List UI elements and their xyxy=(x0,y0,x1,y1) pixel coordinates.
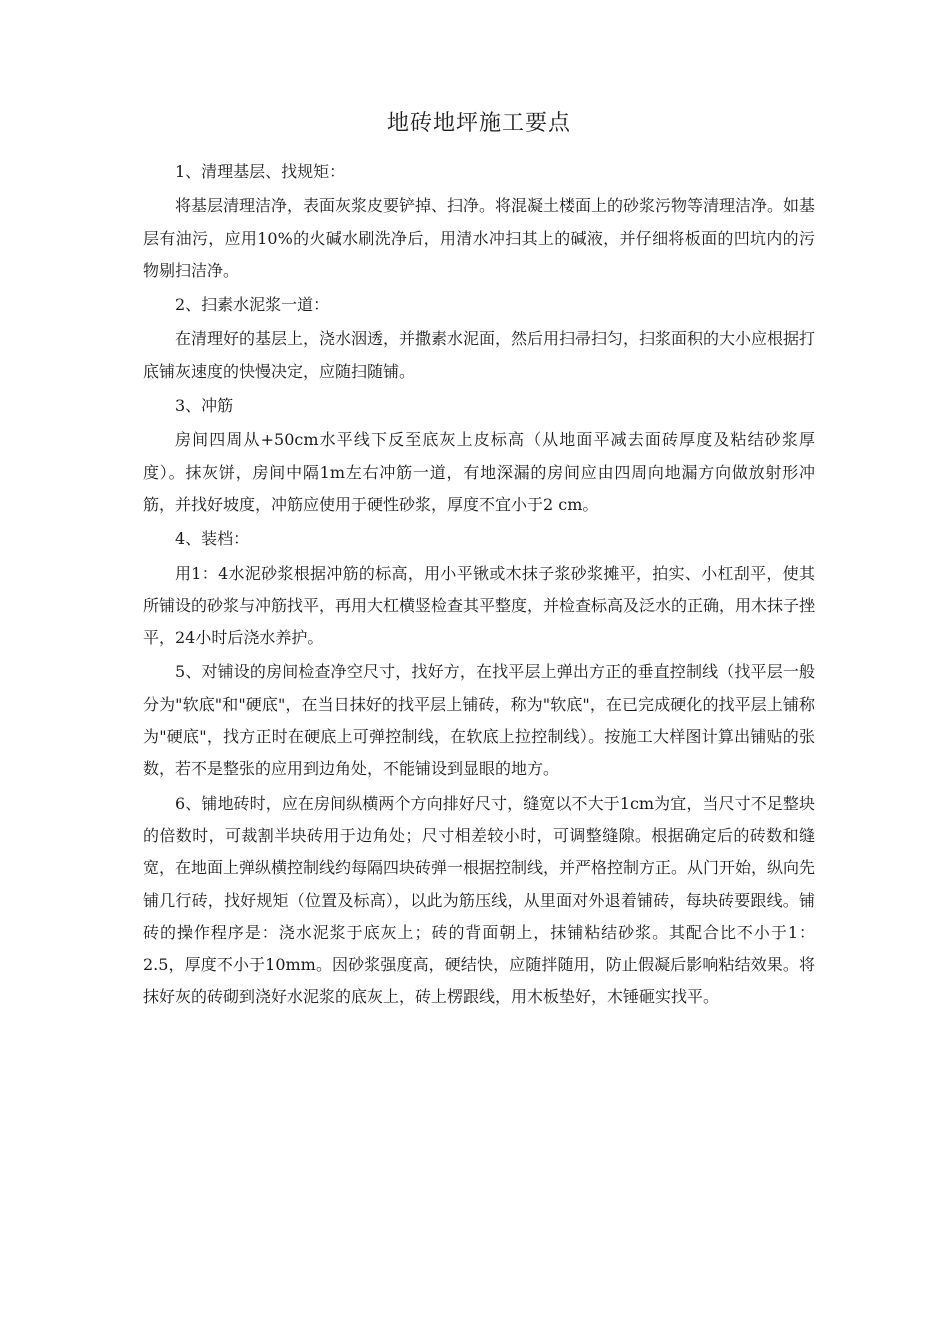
section-4-body: 用1：4水泥砂浆根据冲筋的标高，用小平锹或木抹子浆砂浆摊平，拍实、小杠刮平，使其所铺设的砂浆与冲筋找平，再用大杠横竖检查其平整度，并检查标高及泛水的正确，用木抹子挫平，24小时后浇水养护。 xyxy=(143,563,816,648)
section-1-heading: 1、清理基层、找规矩： xyxy=(175,162,346,181)
section-3-body: 房间四周从+50cm水平线下反至底灰上皮标高（从地面平减去面砖厚度及粘结砂浆厚度）。抹灰饼，房间中隔1m左右冲筋一道，有地深漏的房间应由四周向地漏方向做放射形冲筋，并找好坡度，冲筋应使用于硬性砂浆，厚度不宜小于2 cm。 xyxy=(143,430,815,514)
section-1-body: 将基层清理洁净，表面灰浆皮要铲掉、扫净。将混凝土楼面上的砂浆污物等清理洁净。如基层有油污，应用10%的火碱水刷洗净后，用清水冲扫其上的碱液，并仔细将板面的凹坑内的污物剔扫洁净。 xyxy=(143,196,816,280)
document-page xyxy=(143,108,815,1014)
section-2-heading: 2、扫素水泥浆一道： xyxy=(175,295,330,315)
section-5-body: 5、对铺设的房间检查净空尺寸，找好方，在找平层上弹出方正的垂直控制线（找平层一般分为"软底"和"硬底"，在当日抹好的找平层上铺砖，称为"软底"，在已完成硬化的找平层上铺称为"硬底"，找方正时在硬底上可弹控制线，在软底上拉控制线）。按施工大样图计算出铺贴的张数，若不是整张的应用到边角处，不能铺设到显眼的地方。 xyxy=(143,662,815,779)
section-3-heading: 3、冲筋 xyxy=(175,396,234,416)
section-6-body: 6、铺地砖时，应在房间纵横两个方向排好尺寸，缝宽以不大于1cm为宜，当尺寸不足整块的倍数时，可裁割半块砖用于边角处；尺寸相差较小时，可调整缝隙。根据确定后的砖数和缝宽，在地面上弹纵横控制线约每隔四块砖弹一根据控制线，并严格控制方正。从门开始，纵向先铺几行砖，找好规矩（位置及标高），以此为筋压线，从里面对外退着铺砖，每块砖要跟线。铺砖的操作程序是：浇水泥浆于底灰上；砖的背面朝上，抹铺粘结砂浆。其配合比不小于1： 2.5，厚度不小于10mm。因砂浆强度高，硬结快，应随拌随用，防止假凝后影响粘结效果。将抹好灰的砖砌到浇好水泥浆的底灰上，砖上楞跟线，用木板垫好，木锤砸实找平。 xyxy=(143,793,816,1007)
section-2-body: 在清理好的基层上，浇水洇透，并撒素水泥面，然后用扫帚扫匀，扫浆面积的大小应根据打底铺灰速度的快慢决定，应随扫随铺。 xyxy=(143,329,816,381)
section-4-heading: 4、装档： xyxy=(175,529,250,549)
document-title: 地砖地坪施工要点 xyxy=(386,111,571,136)
